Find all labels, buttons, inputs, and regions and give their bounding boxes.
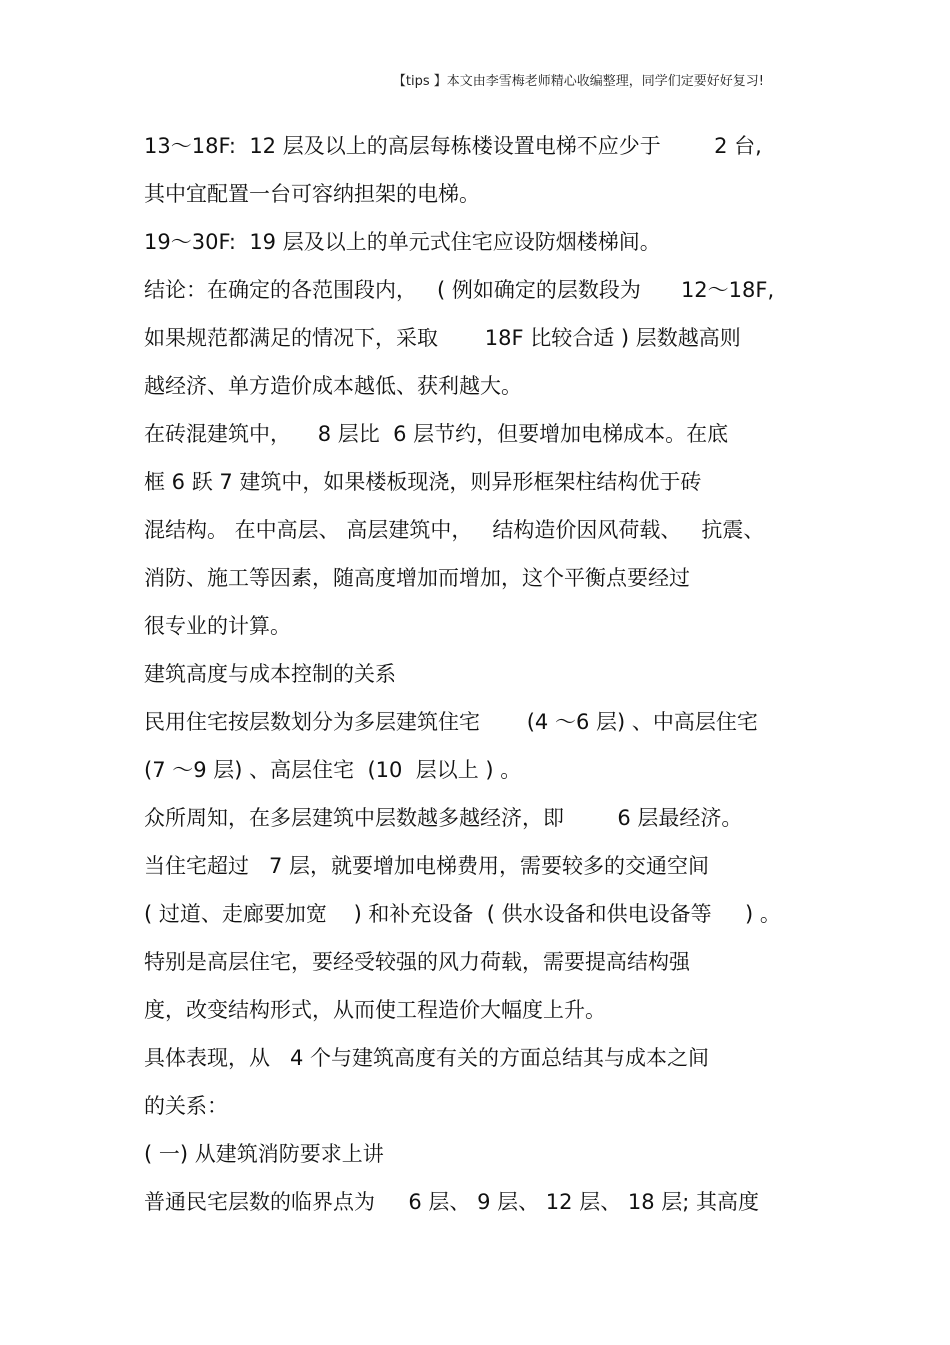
- text-line: 普通民宅层数的临界点为 6 层、 9 层、 12 层、 18 层; 其高度: [144, 1190, 760, 1214]
- text-line: 13～18F: 12 层及以上的高层每栋楼设置电梯不应少于 2 台,: [144, 134, 762, 158]
- text-line: 当住宅超过 7 层，就要增加电梯费用，需要较多的交通空间: [144, 854, 710, 878]
- text-line: (7 ～9 层) 、高层住宅 (10 层以上 ) 。: [144, 758, 522, 782]
- text-line: 度，改变结构形式，从而使工程造价大幅度上升。: [144, 998, 606, 1022]
- text-line: 民用住宅按层数划分为多层建筑住宅 (4 ～6 层) 、中高层住宅: [144, 710, 758, 734]
- text-line: 混结构。 在中高层、 高层建筑中， 结构造价因风荷载、 抗震、: [144, 518, 765, 542]
- text-line: 的关系：: [144, 1094, 228, 1118]
- text-line: 框 6 跃 7 建筑中，如果楼板现浇，则异形框架柱结构优于砖: [144, 470, 702, 494]
- text-line: 众所周知，在多层建筑中层数越多越经济，即 6 层最经济。: [144, 806, 743, 830]
- text-line: 越经济、单方造价成本越低、获利越大。: [144, 374, 522, 398]
- text-line: 结论：在确定的各范围段内， ( 例如确定的层数段为 12～18F,: [144, 278, 775, 302]
- text-line: 特别是高层住宅，要经受较强的风力荷载，需要提高结构强: [144, 950, 690, 974]
- header-tip-note: 【tips 】本文由李雪梅老师精心收编整理，同学们定要好好复习!: [392, 74, 764, 89]
- text-line: 具体表现，从 4 个与建筑高度有关的方面总结其与成本之间: [144, 1046, 710, 1070]
- subsection-heading: ( 一) 从建筑消防要求上讲: [144, 1142, 384, 1166]
- text-line: 19～30F: 19 层及以上的单元式住宅应设防烟楼梯间。: [144, 230, 661, 254]
- text-line: 很专业的计算。: [144, 614, 291, 638]
- text-line: ( 过道、走廊要加宽 ) 和补充设备 ( 供水设备和供电设备等 ) 。: [144, 902, 781, 926]
- document-body: [144, 126, 824, 1230]
- text-line: 消防、施工等因素，随高度增加而增加，这个平衡点要经过: [144, 566, 690, 590]
- text-line: 其中宜配置一台可容纳担架的电梯。: [144, 182, 480, 206]
- text-line: 如果规范都满足的情况下，采取 18F 比较合适 ) 层数越高则: [144, 326, 741, 350]
- section-heading: 建筑高度与成本控制的关系: [144, 662, 396, 686]
- text-line: 在砖混建筑中， 8 层比 6 层节约，但要增加电梯成本。在底: [144, 422, 729, 446]
